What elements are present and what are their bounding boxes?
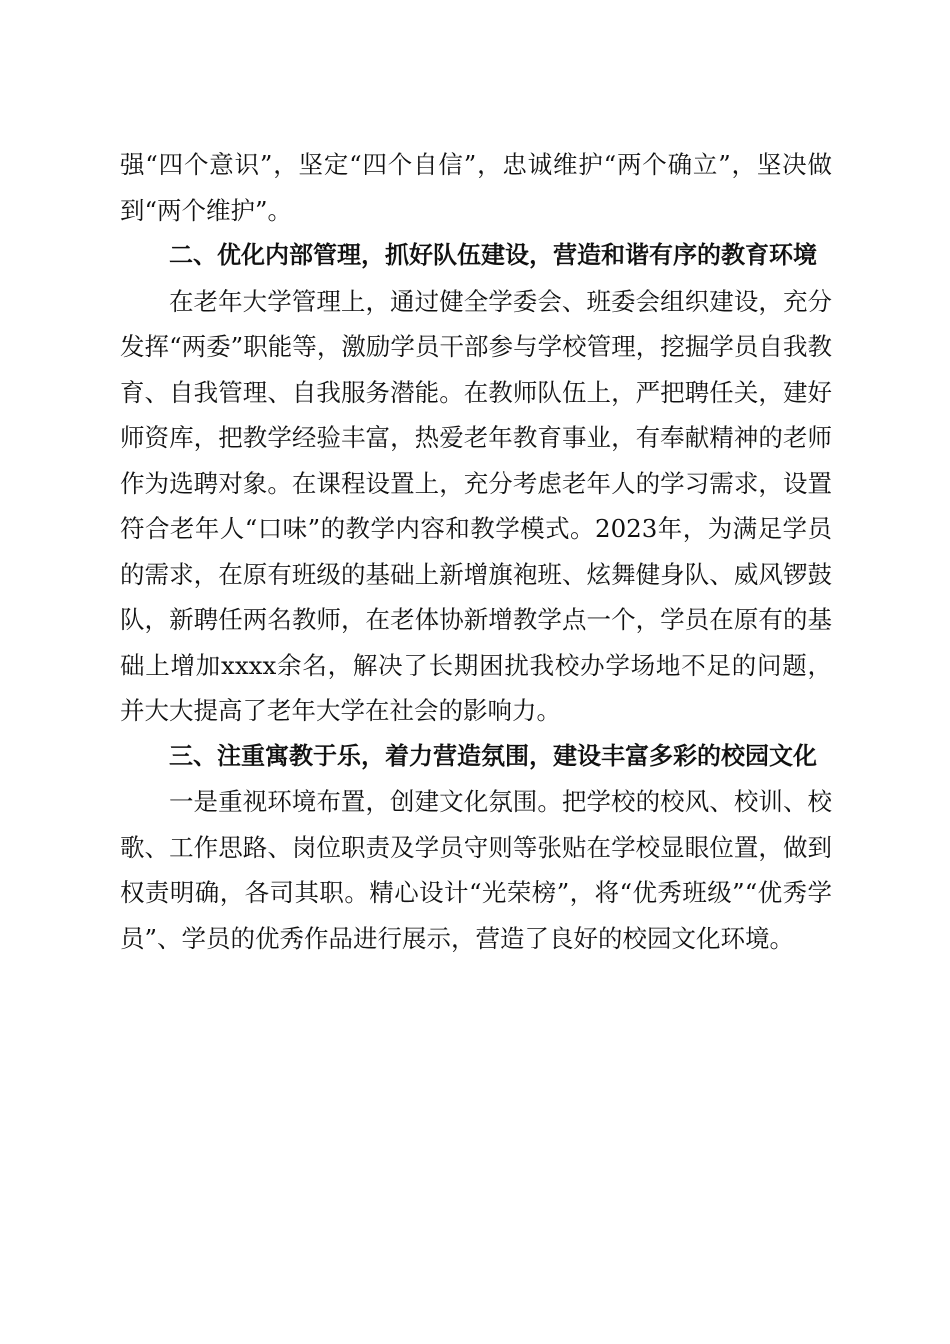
document-body <box>120 142 832 961</box>
section-3-paragraph: 一是重视环境布置，创建文化氛围。把学校的校风、校训、校歌、工作思路、岗位职责及学员守则等张贴在学校显眼位置，做到权责明确，各司其职。精心设计“光荣榜”，将“优秀班级”“优秀学员”、学员的优秀作品进行展示，营造了良好的校园文化环境。 <box>120 787 832 953</box>
intro-paragraph: 强“四个意识”，坚定“四个自信”，忠诚维护“两个确立”，坚决做到“两个维护”。 <box>120 150 832 225</box>
section-2-paragraph: 在老年大学管理上，通过健全学委会、班委会组织建设，充分发挥“两委”职能等，激励学员干部参与学校管理，挖掘学员自我教育、自我管理、自我服务潜能。在教师队伍上，严把聘任关，建好师资库，把教学经验丰富，热爱老年教育事业，有奉献精神的老师作为选聘对象。在课程设置上，充分考虑老年人的学习需求，设置符合老年人“口味”的教学内容和教学模式。2023年，为满足学员的需求，在原有班级的基础上新增旗袍班、炫舞健身队、威风锣鼓队，新聘任两名教师，在老体协新增教学点一个，学员在原有的基础上增加xxxx余名，解决了长期困扰我校办学场地不足的问题，并大大提高了老年大学在社会的影响力。 <box>120 286 832 725</box>
section-heading-3: 三、注重寓教于乐，着力营造氛围，建设丰富多彩的校园文化 <box>169 741 817 770</box>
section-heading-2: 二、优化内部管理，抓好队伍建设，营造和谐有序的教育环境 <box>169 241 817 269</box>
